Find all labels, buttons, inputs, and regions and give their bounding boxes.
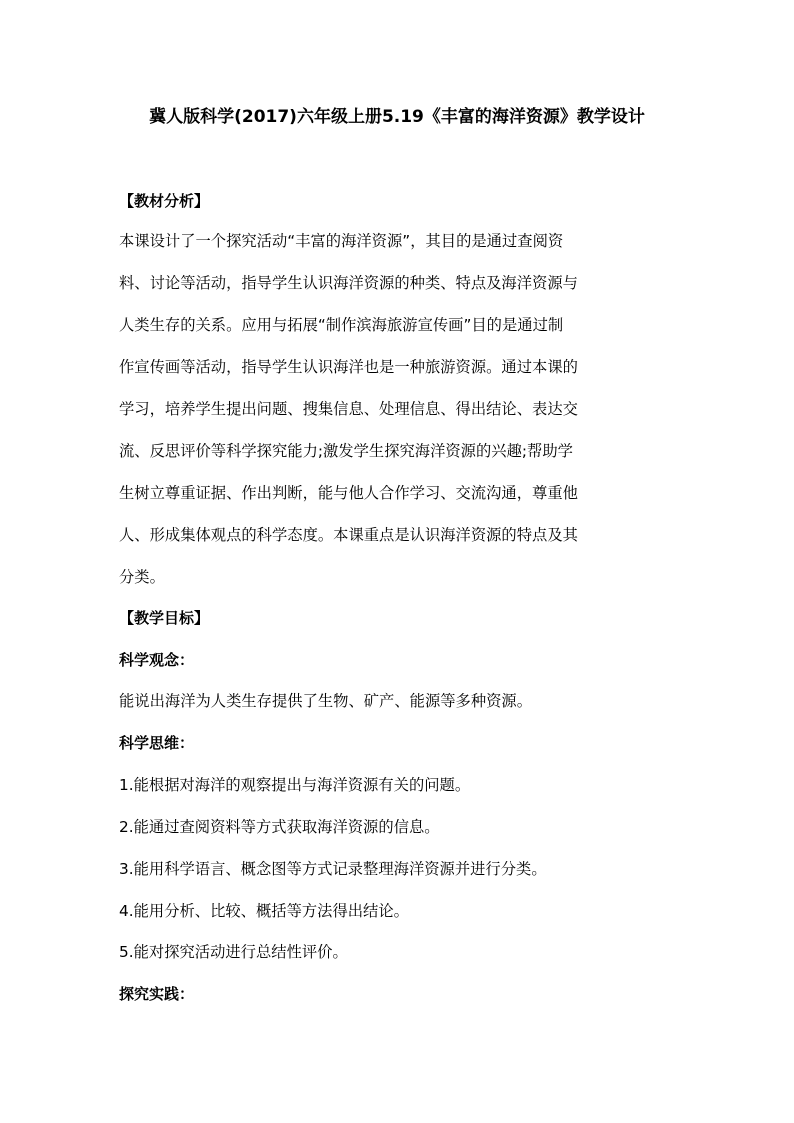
subheading-practice: 探究实践： bbox=[119, 985, 195, 1003]
analysis-line: 本课设计了一个探究活动“丰富的海洋资源”，其目的是通过查阅资 bbox=[119, 232, 564, 250]
document-title: 冀人版科学(2017)六年级上册5.19《丰富的海洋资源》教学设计 bbox=[149, 107, 645, 127]
subheading-thinking: 科学思维： bbox=[119, 734, 195, 752]
analysis-line: 分类。 bbox=[119, 568, 165, 586]
analysis-line: 学习，培养学生提出问题、搜集信息、处理信息、得出结论、表达交 bbox=[119, 400, 578, 418]
thinking-list-item: 3.能用科学语言、概念图等方式记录整理海洋资源并进行分类。 bbox=[119, 860, 547, 878]
analysis-line: 流、反思评价等科学探究能力;激发学生探究海洋资源的兴趣;帮助学 bbox=[119, 442, 573, 460]
thinking-list-item: 2.能通过查阅资料等方式获取海洋资源的信息。 bbox=[119, 818, 440, 836]
thinking-list-item: 1.能根据对海洋的观察提出与海洋资源有关的问题。 bbox=[119, 776, 471, 794]
section-heading-analysis: 【教材分析】 bbox=[119, 192, 210, 210]
thinking-list-item: 4.能用分析、比较、概括等方法得出结论。 bbox=[119, 902, 409, 920]
analysis-line: 作宣传画等活动，指导学生认识海洋也是一种旅游资源。通过本课的 bbox=[119, 358, 578, 376]
section-heading-objectives: 【教学目标】 bbox=[119, 609, 210, 627]
concept-text: 能说出海洋为人类生存提供了生物、矿产、能源等多种资源。 bbox=[119, 692, 533, 710]
analysis-line: 生树立尊重证据、作出判断，能与他人合作学习、交流沟通，尊重他 bbox=[119, 484, 578, 502]
analysis-line: 料、讨论等活动，指导学生认识海洋资源的种类、特点及海洋资源与 bbox=[119, 274, 578, 292]
analysis-line: 人类生存的关系。应用与拓展“制作滨海旅游宣传画”目的是通过制 bbox=[119, 316, 564, 334]
subheading-concept: 科学观念： bbox=[119, 651, 195, 669]
thinking-list-item: 5.能对探究活动进行总结性评价。 bbox=[119, 943, 348, 961]
analysis-line: 人、形成集体观点的科学态度。本课重点是认识海洋资源的特点及其 bbox=[119, 526, 578, 544]
